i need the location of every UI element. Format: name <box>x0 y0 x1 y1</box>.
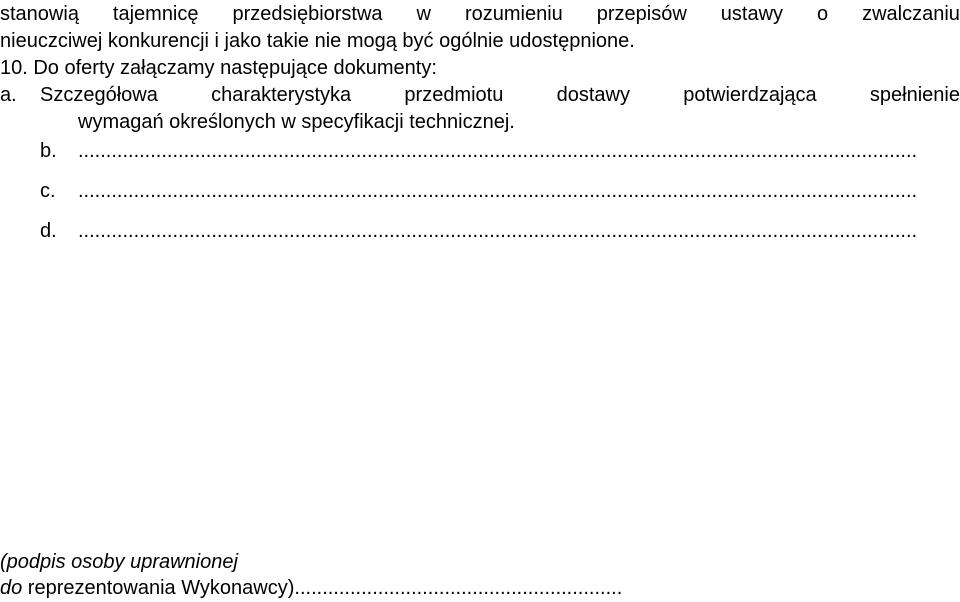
signature-rest: reprezentowania Wykonawcy)........................................................... <box>22 577 623 599</box>
item-c-fill-line: ....................................................................................................................................................... <box>78 180 918 202</box>
item-d-fill-line: ....................................................................................................................................................... <box>78 220 918 242</box>
paragraph-line-2: nieuczciwej konkurencji i jako takie nie mogą być ogólnie udostępnione. <box>0 30 635 52</box>
word: tajemnicę <box>112 3 199 25</box>
word: spełnienie <box>869 84 960 106</box>
word: stanowią <box>0 3 79 25</box>
item-a-label: a. <box>0 84 17 106</box>
section-10-heading: 10. Do oferty załączamy następujące dokumenty: <box>0 57 437 79</box>
item-d-label: d. <box>40 220 57 242</box>
signature-caption-line-2 <box>0 576 960 600</box>
paragraph-line-1 <box>0 2 960 26</box>
item-b-fill-line: ....................................................................................................................................................... <box>78 140 918 162</box>
item-b-label: b. <box>40 140 57 162</box>
word: dostawy <box>556 84 630 106</box>
word: zwalczaniu <box>862 3 960 25</box>
word: przedsiębiorstwa <box>232 3 383 25</box>
word: potwierdzająca <box>683 84 817 106</box>
word: w <box>416 3 431 25</box>
item-d <box>40 219 960 243</box>
item-b <box>40 139 960 163</box>
word: przedmiotu <box>404 84 504 106</box>
item-a-continuation: wymagań określonych w specyfikacji technicznej. <box>78 111 515 133</box>
word: o <box>816 3 829 25</box>
word: ustawy <box>720 3 784 25</box>
item-c <box>40 179 960 203</box>
word: charakterystyka <box>211 84 352 106</box>
item-c-label: c. <box>40 180 56 202</box>
item-a-text <box>40 83 960 107</box>
word: rozumieniu <box>464 3 563 25</box>
signature-caption-line-1: (podpis osoby uprawnionej <box>0 551 238 573</box>
word: Szczegółowa <box>40 84 158 106</box>
signature-do: do <box>0 577 23 599</box>
word: przepisów <box>596 3 687 25</box>
